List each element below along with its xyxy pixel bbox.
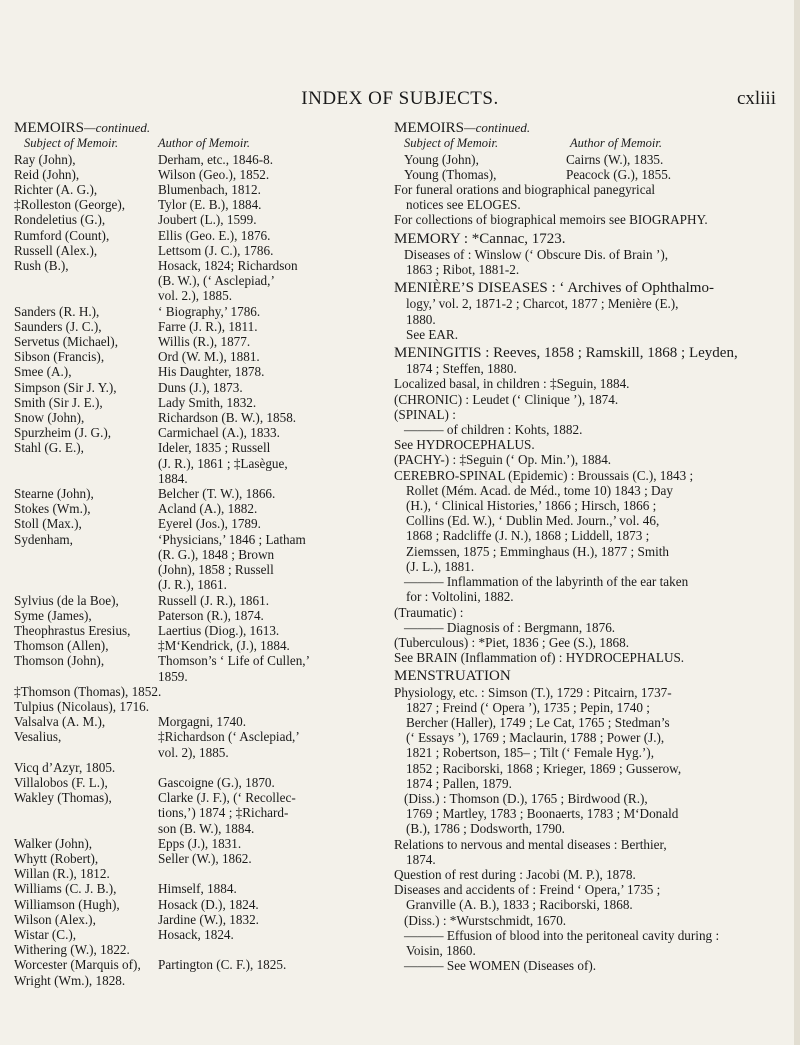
memoir-subject: Villalobos (F. L.), xyxy=(14,774,108,790)
memoir-subject xyxy=(14,821,154,836)
memoir-author xyxy=(154,866,376,881)
memoir-subject: Sanders (R. H.), xyxy=(14,303,100,319)
memoir-author: tions,’) 1874 ; ‡Richard- xyxy=(158,805,289,821)
memoir-author: Blumenbach, 1812. xyxy=(158,182,261,198)
memoir-subject: Sibson (Francis), xyxy=(14,349,105,365)
memoir-subject: ‡Rolleston (George), xyxy=(14,197,126,213)
index-line: ——— Diagnosis of : Bergmann, 1876. xyxy=(404,619,616,635)
index-line: For collections of biographical memoirs see BIOGRAPHY. xyxy=(394,212,708,228)
memoir-author xyxy=(154,684,376,699)
memoir-author: Lettsom (J. C.), 1786. xyxy=(158,242,274,258)
index-line: Rollet (Mém. Acad. de Méd., tome 10) 1843 ; Day xyxy=(406,482,673,498)
memoir-subject: Smith (Sir J. E.), xyxy=(14,394,103,410)
index-line: 1852 ; Raciborski, 1868 ; Krieger, 1869 ; Gusserow, xyxy=(406,760,682,776)
memoir-subject: Sydenham, xyxy=(14,531,73,547)
memoir-subject: Ray (John), xyxy=(14,151,76,167)
index-line: 1863 ; Ribot, 1881-2. xyxy=(406,262,520,278)
memoir-author: Tylor (E. B.), 1884. xyxy=(158,197,262,213)
memoir-subject: Vicq d’Azyr, 1805. xyxy=(14,759,116,775)
index-line: (‘ Essays ’), 1769 ; Maclaurin, 1788 ; Power (J.), xyxy=(406,730,665,746)
index-line: 1874 ; Steffen, 1880. xyxy=(406,361,517,377)
memoir-subject xyxy=(14,669,154,684)
memoir-author: Seller (W.), 1862. xyxy=(158,850,252,866)
col-author-header: Author of Memoir. xyxy=(570,136,663,151)
memoir-author: (J. R.), 1861 ; ‡Lasègue, xyxy=(158,455,288,471)
index-line: (J. L.), 1881. xyxy=(406,558,475,574)
memoir-author: (R. G.), 1848 ; Brown xyxy=(158,546,275,562)
index-line: (PACHY-) : ‡Seguin (‘ Op. Min.’), 1884. xyxy=(394,452,612,468)
memoir-subject: Walker (John), xyxy=(14,835,93,851)
memoir-subject: Williams (C. J. B.), xyxy=(14,881,117,897)
memoir-author: Carmichael (A.), 1833. xyxy=(158,425,280,441)
index-line: CEREBRO-SPINAL (Epidemic) : Broussais (C.), 1843 ; xyxy=(394,467,694,483)
memoir-subject: Tulpius (Nicolaus), 1716. xyxy=(14,698,150,714)
memoir-subject: Servetus (Michael), xyxy=(14,334,118,350)
page-number: cxliii xyxy=(736,88,776,109)
memoir-author: Ord (W. M.), 1881. xyxy=(158,349,260,365)
continued-label: —continued. xyxy=(464,120,531,135)
memoir-subject: Whytt (Robert), xyxy=(14,850,99,866)
index-line: See BRAIN (Inflammation of) : HYDROCEPHALUS. xyxy=(394,650,685,666)
index-heading: MENIÈRE’S DISEASES : ‘ Archives of Ophthalmo- xyxy=(394,280,714,297)
memoir-subject: Wistar (C.), xyxy=(14,926,77,942)
right-column xyxy=(394,120,788,973)
memoir-author: (John), 1858 ; Russell xyxy=(158,562,274,578)
memoir-author: Hosack, 1824. xyxy=(158,926,234,942)
index-line: 1827 ; Freind (‘ Opera ’), 1735 ; Pepin, 1740 ; xyxy=(406,699,650,715)
memoir-author xyxy=(154,760,376,775)
index-line: ——— Inflammation of the labyrinth of the ear taken xyxy=(404,574,689,590)
memoir-subject: Rush (B.), xyxy=(14,258,69,274)
memoir-author: Richardson (B. W.), 1858. xyxy=(158,410,297,426)
page-header xyxy=(0,88,800,112)
memoir-subject xyxy=(14,805,154,820)
memoir-author: Hosack (D.), 1824. xyxy=(158,896,259,912)
memoir-subject: Rondeletius (G.), xyxy=(14,212,106,228)
page-edge xyxy=(794,0,800,1045)
index-line: Ziemssen, 1875 ; Emminghaus (H.), 1877 ; Smith xyxy=(406,543,670,559)
memoir-subject: Wright (Wm.), 1828. xyxy=(14,972,126,988)
memoir-author: Eyerel (Jos.), 1789. xyxy=(158,516,261,532)
index-line: notices see ELOGES. xyxy=(406,197,521,213)
index-line: for : Voltolini, 1882. xyxy=(406,589,514,605)
index-line: ——— See WOMEN (Diseases of). xyxy=(404,958,597,974)
memoir-subject xyxy=(14,577,154,592)
index-heading: MENINGITIS : Reeves, 1858 ; Ramskill, 1868 ; Leyden, xyxy=(394,345,738,362)
memoir-subject: Valsalva (A. M.), xyxy=(14,714,106,730)
memoir-subject: Thomson (Allen), xyxy=(14,638,109,654)
memoir-subject: Snow (John), xyxy=(14,410,85,426)
memoir-subject: Willan (R.), 1812. xyxy=(14,866,110,882)
memoir-author: Ellis (Geo. E.), 1876. xyxy=(158,227,271,243)
index-line: (H.), ‘ Clinical Histories,’ 1866 ; Hirsch, 1866 ; xyxy=(406,498,657,514)
memoir-subject: Sylvius (de la Boe), xyxy=(14,592,119,608)
index-line: logy,’ vol. 2, 1871-2 ; Charcot, 1877 ; Menière (E.), xyxy=(406,296,679,312)
index-line: See HYDROCEPHALUS. xyxy=(394,437,535,453)
memoir-subject: Withering (W.), 1822. xyxy=(14,942,130,958)
memoir-author xyxy=(154,973,376,988)
memoir-author: 1859. xyxy=(158,668,188,684)
memoir-author: Acland (A.), 1882. xyxy=(158,501,258,517)
index-line: Question of rest during : Jacobi (M. P.), 1878. xyxy=(394,866,636,882)
memoir-ledger xyxy=(394,136,788,182)
memoir-subject: Worcester (Marquis of), xyxy=(14,957,141,973)
memoir-subject: Saunders (J. C.), xyxy=(14,318,102,334)
index-line: Bercher (Haller), 1749 ; Le Cat, 1765 ; Stedman’s xyxy=(406,714,670,730)
memoir-subject: Vesalius, xyxy=(14,729,62,745)
index-line: (Traumatic) : xyxy=(394,604,464,620)
memoir-author: Thomson’s ‘ Life of Cullen,’ xyxy=(158,653,310,669)
index-line: 1769 ; Martley, 1783 ; Boonaerts, 1783 ; M‘Donald xyxy=(406,806,679,822)
index-line: (Diss.) : *Wurstschmidt, 1670. xyxy=(404,912,567,928)
memoir-author: Jardine (W.), 1832. xyxy=(158,911,259,927)
memoir-subject: Stahl (G. E.), xyxy=(14,440,84,456)
memoir-author: Hosack, 1824; Richardson xyxy=(158,258,298,274)
memoir-author xyxy=(154,942,376,957)
memoir-subject xyxy=(14,471,154,486)
memoir-author: Himself, 1884. xyxy=(158,881,237,897)
memoir-author: Cairns (W.), 1835. xyxy=(566,151,664,167)
memoir-author: Farre (J. R.), 1811. xyxy=(158,318,258,334)
memoir-subject: Thomson (John), xyxy=(14,653,105,669)
index-line: 1874. xyxy=(406,851,436,867)
index-line: For funeral orations and biographical panegyrical xyxy=(394,182,656,198)
memoir-author: Willis (R.), 1877. xyxy=(158,334,251,350)
memoir-subject: Theophrastus Eresius, xyxy=(14,622,131,638)
memoir-subject: Stearne (John), xyxy=(14,486,94,502)
continued-label: —continued. xyxy=(84,120,151,135)
memoir-subject xyxy=(14,562,154,577)
memoir-subject xyxy=(14,745,154,760)
index-line: (B.), 1786 ; Dodsworth, 1790. xyxy=(406,821,565,837)
memoir-subject: Reid (John), xyxy=(14,166,80,182)
memoir-author: Belcher (T. W.), 1866. xyxy=(158,486,276,502)
memoir-subject: Spurzheim (J. G.), xyxy=(14,425,112,441)
memoir-author: vol. 2), 1885. xyxy=(158,744,229,760)
index-line: (SPINAL) : xyxy=(394,406,456,422)
memoir-author: Ideler, 1835 ; Russell xyxy=(158,440,271,456)
index-line: 1874 ; Pallen, 1879. xyxy=(406,775,512,791)
section-heading: MEMOIRS—continued. xyxy=(14,120,151,136)
memoir-author: Gascoigne (G.), 1870. xyxy=(158,774,275,790)
index-line: Relations to nervous and mental diseases : Berthier, xyxy=(394,836,667,852)
memoir-author: Russell (J. R.), 1861. xyxy=(158,592,269,608)
left-column xyxy=(14,120,380,988)
memoir-subject: Russell (Alex.), xyxy=(14,242,98,258)
index-line: (Diss.) : Thomson (D.), 1765 ; Birdwood (R.), xyxy=(404,790,648,806)
index-entries xyxy=(394,182,788,973)
memoir-subject: Wakley (Thomas), xyxy=(14,790,112,806)
index-heading: MENSTRUATION xyxy=(394,668,511,685)
memoir-author: Wilson (Geo.), 1852. xyxy=(158,166,270,182)
memoir-author: son (B. W.), 1884. xyxy=(158,820,255,836)
index-line: Collins (Ed. W.), ‘ Dublin Med. Journ.,’ vol. 46, xyxy=(406,513,660,529)
memoir-author: 1884. xyxy=(158,470,188,486)
memoir-author: ‘ Biography,’ 1786. xyxy=(158,303,261,319)
memoir-subject: Williamson (Hugh), xyxy=(14,896,120,912)
index-line: Localized basal, in children : ‡Seguin, 1884. xyxy=(394,376,630,392)
index-line: Diseases and accidents of : Freind ‘ Opera,’ 1735 ; xyxy=(394,882,661,898)
memoir-author: (J. R.), 1861. xyxy=(158,577,227,593)
memoir-author: Paterson (R.), 1874. xyxy=(158,607,264,623)
index-line: ——— of children : Kohts, 1882. xyxy=(404,422,583,438)
col-subject-header: Subject of Memoir. xyxy=(404,136,499,151)
index-line: Voisin, 1860. xyxy=(406,942,476,958)
memoir-subject: Stoll (Max.), xyxy=(14,516,82,532)
index-line: (Tuberculous) : *Piet, 1836 ; Gee (S.), 1868. xyxy=(394,634,630,650)
index-line: 1821 ; Robertson, 185– ; Tilt (‘ Female Hyg.’), xyxy=(406,745,654,761)
memoir-subject xyxy=(14,456,154,471)
memoir-author: ‡Richardson (‘ Asclepiad,’ xyxy=(158,729,300,745)
memoir-author: Peacock (G.), 1855. xyxy=(566,166,672,182)
memoir-subject: Young (John), xyxy=(404,151,479,167)
memoir-author: Joubert (L.), 1599. xyxy=(158,212,257,228)
index-line: 1880. xyxy=(406,311,436,327)
col-author-header: Author of Memoir. xyxy=(158,136,251,151)
memoir-author xyxy=(154,699,376,714)
index-heading: MEMORY : *Cannac, 1723. xyxy=(394,230,566,247)
memoir-author: Lady Smith, 1832. xyxy=(158,394,257,410)
index-line: (CHRONIC) : Leudet (‘ Clinique ’), 1874. xyxy=(394,391,619,407)
index-line: 1868 ; Radcliffe (J. N.), 1868 ; Liddell, 1873 ; xyxy=(406,528,650,544)
index-line: ——— Effusion of blood into the peritoneal cavity during : xyxy=(404,927,720,943)
memoir-subject: Simpson (Sir J. Y.), xyxy=(14,379,117,395)
memoir-author: Epps (J.), 1831. xyxy=(158,835,242,851)
memoir-subject xyxy=(14,547,154,562)
index-line: Granville (A. B.), 1833 ; Raciborski, 1868. xyxy=(406,897,633,913)
memoir-author: Morgagni, 1740. xyxy=(158,714,247,730)
section-heading: MEMOIRS—continued. xyxy=(394,120,531,136)
memoir-author: His Daughter, 1878. xyxy=(158,364,265,380)
index-line: See EAR. xyxy=(406,326,459,342)
memoir-author: Partington (C. F.), 1825. xyxy=(158,957,287,973)
memoir-subject xyxy=(14,288,154,303)
memoir-subject: Smee (A.), xyxy=(14,364,72,380)
memoir-subject: Young (Thomas), xyxy=(404,166,497,182)
memoir-ledger xyxy=(14,136,380,987)
memoir-author: Duns (J.), 1873. xyxy=(158,379,243,395)
index-line: Diseases of : Winslow (‘ Obscure Dis. of Brain ’), xyxy=(404,246,669,262)
memoir-subject: Richter (A. G.), xyxy=(14,182,98,198)
memoir-author: ‘Physicians,’ 1846 ; Latham xyxy=(158,531,306,547)
memoir-subject: Stokes (Wm.), xyxy=(14,501,91,517)
memoir-author: vol. 2.), 1885. xyxy=(158,288,232,304)
page-title: INDEX OF SUBJECTS. xyxy=(301,88,499,109)
memoir-author: ‡M‘Kendrick, (J.), 1884. xyxy=(158,638,290,654)
col-subject-header: Subject of Memoir. xyxy=(24,136,119,151)
index-line: Physiology, etc. : Simson (T.), 1729 : Pitcairn, 1737- xyxy=(394,684,672,700)
memoir-author: Derham, etc., 1846-8. xyxy=(158,151,273,167)
memoir-subject xyxy=(14,273,154,288)
memoir-subject: ‡Thomson (Thomas), 1852. xyxy=(14,683,162,699)
memoir-subject: Rumford (Count), xyxy=(14,227,110,243)
memoir-subject: Syme (James), xyxy=(14,607,92,623)
memoir-author: Laertius (Diog.), 1613. xyxy=(158,622,280,638)
memoir-subject: Wilson (Alex.), xyxy=(14,911,96,927)
memoir-author: Clarke (J. F.), (‘ Recollec- xyxy=(158,790,296,806)
memoir-author: (B. W.), (‘ Asclepiad,’ xyxy=(158,273,275,289)
